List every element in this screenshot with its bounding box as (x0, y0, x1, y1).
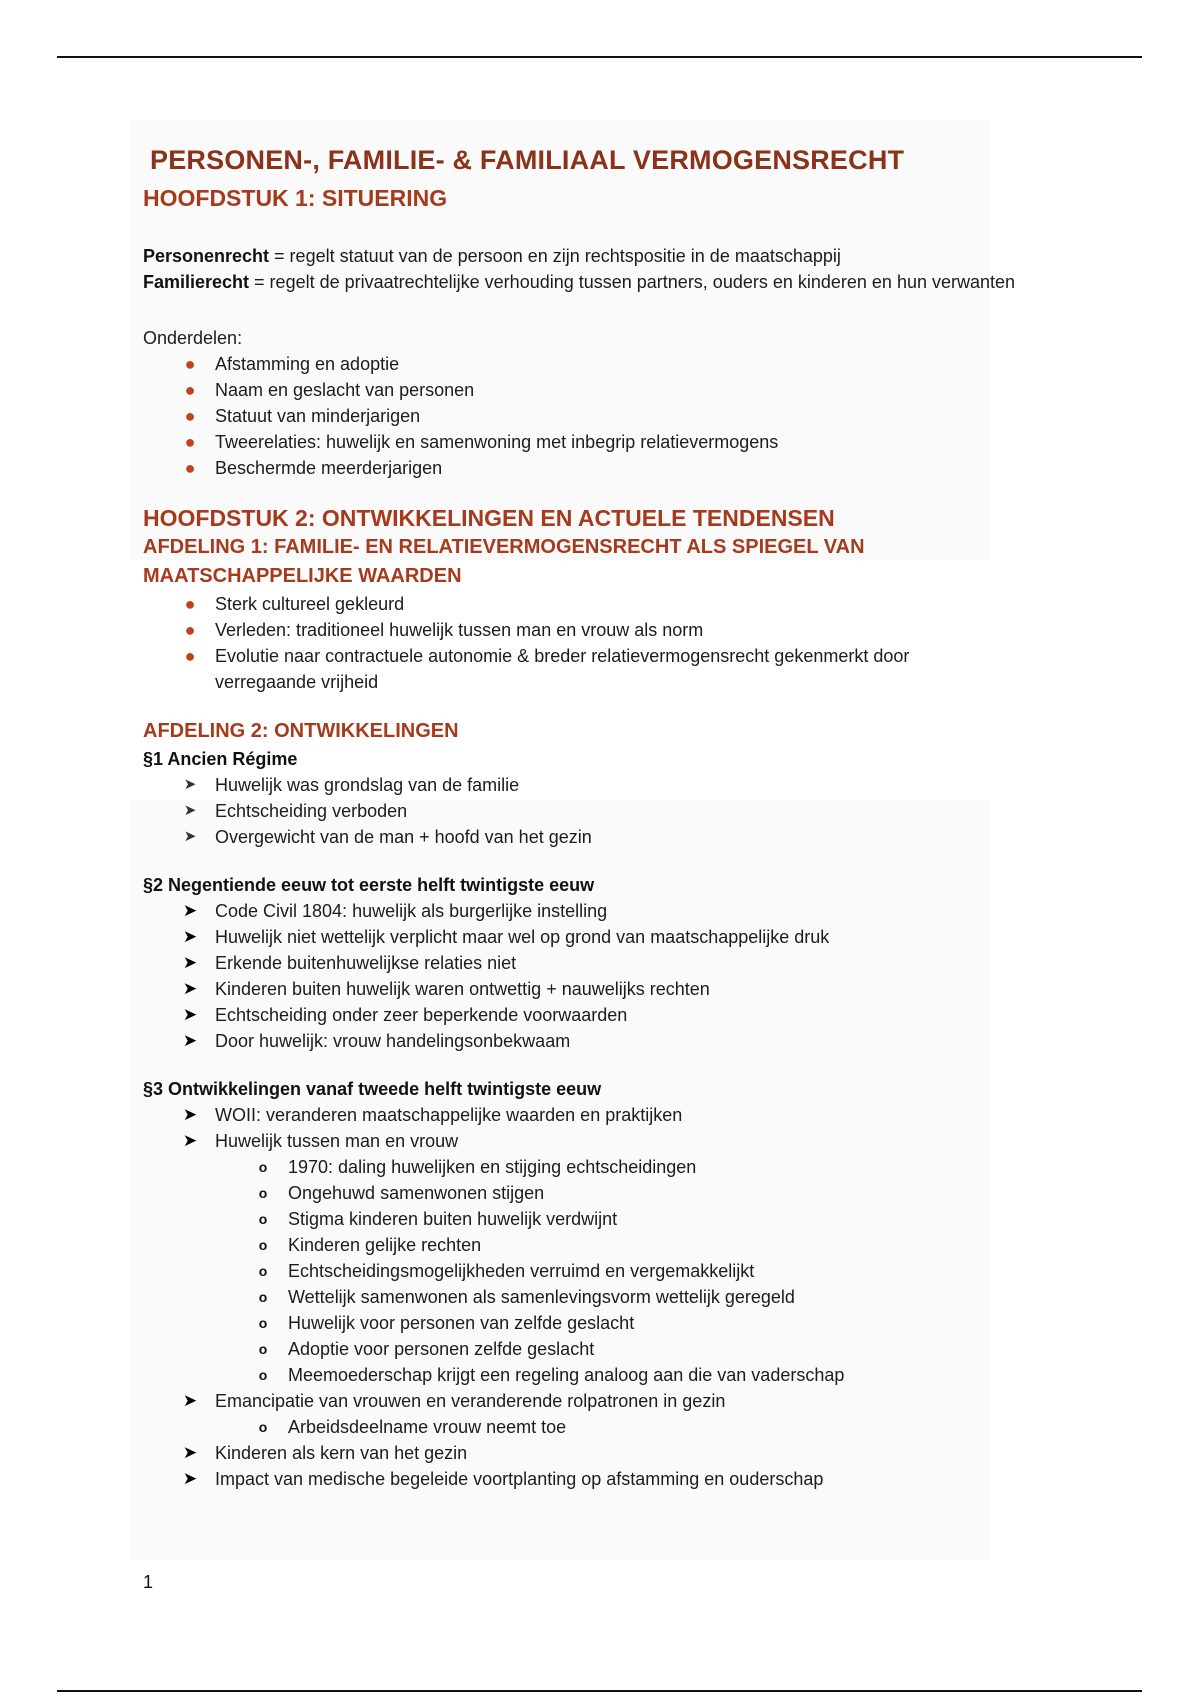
circle-bullet-icon: o (258, 1341, 268, 1357)
list-item: ● Afstamming en adoptie (143, 351, 1063, 377)
bullet-icon: ● (184, 354, 196, 374)
sub-list-item: o 1970: daling huwelijken en stijging echtscheidingen (143, 1154, 1063, 1180)
arrow-bullet-icon: ➤ (182, 1105, 198, 1124)
paragraph-3-heading: §3 Ontwikkelingen vanaf tweede helft twintigste eeuw (143, 1079, 602, 1099)
document-title: PERSONEN-, FAMILIE- & FAMILIAAL VERMOGENSRECHT (150, 145, 905, 175)
list-item: ➤ Echtscheiding verboden (143, 798, 1063, 824)
arrow-bullet-icon: ➤ (182, 1005, 198, 1024)
sub-list-item: o Echtscheidingsmogelijkheden verruimd en vergemakkelijkt (143, 1258, 1063, 1284)
arrow-bullet-icon: ➤ (183, 828, 197, 845)
list-item: ● Sterk cultureel gekleurd (143, 591, 1063, 617)
circle-bullet-icon: o (258, 1419, 268, 1435)
bullet-icon: ● (184, 432, 196, 452)
bullet-icon: ● (184, 620, 196, 640)
arrow-bullet-icon: ➤ (182, 953, 198, 972)
bullet-icon: ● (184, 646, 196, 666)
bullet-icon: ● (184, 406, 196, 426)
circle-bullet-icon: o (258, 1185, 268, 1201)
list-item: ➤ Kinderen als kern van het gezin (143, 1440, 1063, 1466)
bullet-icon: ● (184, 380, 196, 400)
list-item: ➤ Erkende buitenhuwelijkse relaties niet (143, 950, 1063, 976)
paragraph-2-heading: §2 Negentiende eeuw tot eerste helft twintigste eeuw (143, 875, 595, 895)
section-2-heading: AFDELING 2: ONTWIKKELINGEN (143, 720, 459, 742)
arrow-bullet-icon: ➤ (182, 1443, 198, 1462)
list-item: ● Evolutie naar contractuele autonomie & breder relatievermogensrecht gekenmerkt door verregaande vrijheid (143, 643, 975, 695)
document-body (143, 143, 1063, 1492)
circle-bullet-icon: o (258, 1211, 268, 1227)
sub-list-item: o Huwelijk voor personen van zelfde geslacht (143, 1310, 1063, 1336)
sub-list-item: o Ongehuwd samenwonen stijgen (143, 1180, 1063, 1206)
bullet-icon: ● (184, 458, 196, 478)
sub-list-item: o Wettelijk samenwonen als samenlevingsvorm wettelijk geregeld (143, 1284, 1063, 1310)
circle-bullet-icon: o (258, 1159, 268, 1175)
sub-list-item: o Arbeidsdeelname vrouw neemt toe (143, 1414, 1063, 1440)
circle-bullet-icon: o (258, 1289, 268, 1305)
header-rule (57, 56, 1142, 58)
section-1-list (143, 591, 1063, 695)
paragraph-1-heading: §1 Ancien Régime (143, 749, 298, 769)
list-item: ➤ WOII: veranderen maatschappelijke waarden en praktijken (143, 1102, 1063, 1128)
sub-list-item: o Meemoederschap krijgt een regeling analoog aan die van vaderschap (143, 1362, 1063, 1388)
list-item: ➤ Huwelijk tussen man en vrouw (143, 1128, 1063, 1154)
list-item: ➤ Echtscheiding onder zeer beperkende voorwaarden (143, 1002, 1063, 1028)
paragraph-1-list (143, 772, 1063, 850)
list-item: ➤ Code Civil 1804: huwelijk als burgerlijke instelling (143, 898, 1063, 924)
list-item: ➤ Door huwelijk: vrouw handelingsonbekwaam (143, 1028, 1063, 1054)
arrow-bullet-icon: ➤ (182, 1469, 198, 1488)
arrow-bullet-icon: ➤ (182, 1131, 198, 1150)
list-item: ➤ Kinderen buiten huwelijk waren ontwettig + nauwelijks rechten (143, 976, 1063, 1002)
section-1-heading: AFDELING 1: FAMILIE- EN RELATIEVERMOGENSRECHT ALS SPIEGEL VAN MAATSCHAPPELIJKE WAARDEN (143, 536, 865, 587)
arrow-bullet-icon: ➤ (182, 1391, 198, 1410)
arrow-bullet-icon: ➤ (183, 776, 197, 793)
chapter-2-heading: HOOFDSTUK 2: ONTWIKKELINGEN EN ACTUELE TENDENSEN (143, 505, 835, 531)
arrow-bullet-icon: ➤ (182, 901, 198, 920)
footer-rule (57, 1690, 1142, 1692)
arrow-bullet-icon: ➤ (182, 927, 198, 946)
arrow-bullet-icon: ➤ (182, 1031, 198, 1050)
list-item: ● Beschermde meerderjarigen (143, 455, 1063, 481)
chapter-1-heading: HOOFDSTUK 1: SITUERING (143, 185, 448, 211)
circle-bullet-icon: o (258, 1237, 268, 1253)
paragraph-2-list (143, 898, 1063, 1054)
parts-list (143, 351, 1063, 481)
list-item: ● Verleden: traditioneel huwelijk tussen man en vrouw als norm (143, 617, 1063, 643)
circle-bullet-icon: o (258, 1315, 268, 1331)
paragraph-3-list (143, 1102, 1063, 1492)
arrow-bullet-icon: ➤ (182, 979, 198, 998)
arrow-bullet-icon: ➤ (183, 802, 197, 819)
list-item: ● Naam en geslacht van personen (143, 377, 1063, 403)
circle-bullet-icon: o (258, 1263, 268, 1279)
list-item: ● Tweerelaties: huwelijk en samenwoning met inbegrip relatievermogens (143, 429, 1063, 455)
sub-list-item: o Kinderen gelijke rechten (143, 1232, 1063, 1258)
list-item: ➤ Huwelijk was grondslag van de familie (143, 772, 1063, 798)
list-item: ➤ Huwelijk niet wettelijk verplicht maar wel op grond van maatschappelijke druk (143, 924, 1063, 950)
list-item: ➤ Emancipatie van vrouwen en veranderende rolpatronen in gezin (143, 1388, 1063, 1414)
sub-list-item: o Stigma kinderen buiten huwelijk verdwijnt (143, 1206, 1063, 1232)
parts-label: Onderdelen: (143, 328, 243, 348)
page-number: 1 (143, 1572, 154, 1592)
definition-personenrecht: Personenrecht = regelt statuut van de persoon en zijn rechtspositie in de maatschappij (143, 246, 841, 266)
definition-familierecht: Familierecht = regelt de privaatrechtelijke verhouding tussen partners, ouders en kinderen en hun verwanten (143, 272, 1016, 292)
list-item: ➤ Overgewicht van de man + hoofd van het gezin (143, 824, 1063, 850)
bullet-icon: ● (184, 594, 196, 614)
circle-bullet-icon: o (258, 1367, 268, 1383)
list-item: ➤ Impact van medische begeleide voortplanting op afstamming en ouderschap (143, 1466, 1063, 1492)
list-item: ● Statuut van minderjarigen (143, 403, 1063, 429)
sub-list-item: o Adoptie voor personen zelfde geslacht (143, 1336, 1063, 1362)
